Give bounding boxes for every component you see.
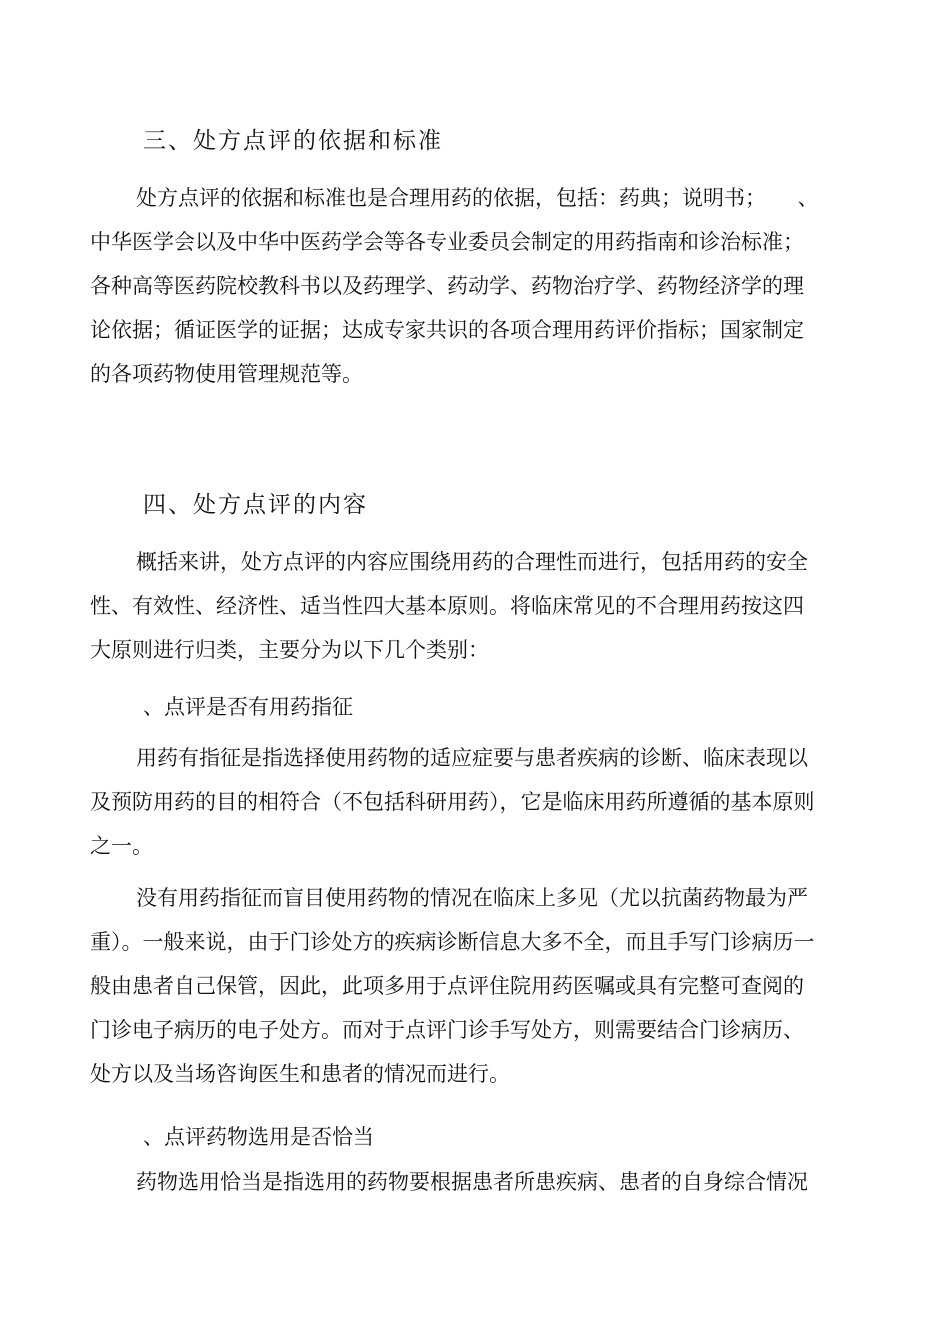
- paragraph-line: 门诊电子病历的电子处方。而对于点评门诊手写处方，则需要结合门诊病历、: [90, 1018, 804, 1042]
- paragraph-line: 各种高等医药院校教科书以及药理学、药动学、药物治疗学、药物经济学的理: [90, 274, 804, 298]
- subsection-2-title: 、点评药物选用是否恰当: [143, 1125, 374, 1149]
- paragraph-line: 般由患者自己保管，因此，此项多用于点评住院用药医嘱或具有完整可查阅的: [90, 974, 804, 998]
- paragraph-line: 论依据；循证医学的证据；达成专家共识的各项合理用药评价指标；国家制定: [90, 318, 804, 342]
- paragraph-line: 之一。: [90, 834, 153, 858]
- paragraph-line: 用药有指征是指选择使用药物的适应症要与患者疾病的诊断、临床表现以: [136, 746, 808, 770]
- section-4-intro: [90, 540, 860, 672]
- paragraph-line: 处方以及当场咨询医生和患者的情况而进行。: [90, 1062, 510, 1086]
- subsection-1-title: 、点评是否有用药指征: [143, 695, 353, 719]
- subsection-2-paragraph-1: [90, 1160, 860, 1204]
- paragraph-line: 性、有效性、经济性、适当性四大基本原则。将临床常见的不合理用药按这四: [90, 594, 804, 618]
- paragraph-line: 处方点评的依据和标准也是合理用药的依据，包括：药典；说明书； 、: [136, 186, 819, 210]
- paragraph-line: 及预防用药的目的相符合（不包括科研用药），它是临床用药所遵循的基本原则: [90, 790, 815, 814]
- paragraph-line: 概括来讲，处方点评的内容应围绕用药的合理性而进行，包括用药的安全: [136, 550, 808, 574]
- subsection-1-paragraph-1: [90, 736, 860, 868]
- paragraph-line: 中华医学会以及中华中医药学会等各专业委员会制定的用药指南和诊治标准；: [90, 230, 804, 254]
- paragraph-line: 重）。一般来说，由于门诊处方的疾病诊断信息大多不全，而且手写门诊病历一: [90, 930, 815, 954]
- paragraph-line: 药物选用恰当是指选用的药物要根据患者所患疾病、患者的自身综合情况: [136, 1170, 808, 1194]
- section-3-paragraph: [90, 176, 860, 396]
- section-4-heading: 四、处方点评的内容: [143, 492, 368, 518]
- section-3-heading: 三、处方点评的依据和标准: [143, 128, 443, 154]
- paragraph-line: 大原则进行归类，主要分为以下几个类别：: [90, 638, 489, 662]
- subsection-1-paragraph-2: [90, 876, 860, 1096]
- paragraph-line: 没有用药指征而盲目使用药物的情况在临床上多见（尤以抗菌药物最为严: [136, 886, 808, 910]
- paragraph-line: 的各项药物使用管理规范等。: [90, 362, 363, 386]
